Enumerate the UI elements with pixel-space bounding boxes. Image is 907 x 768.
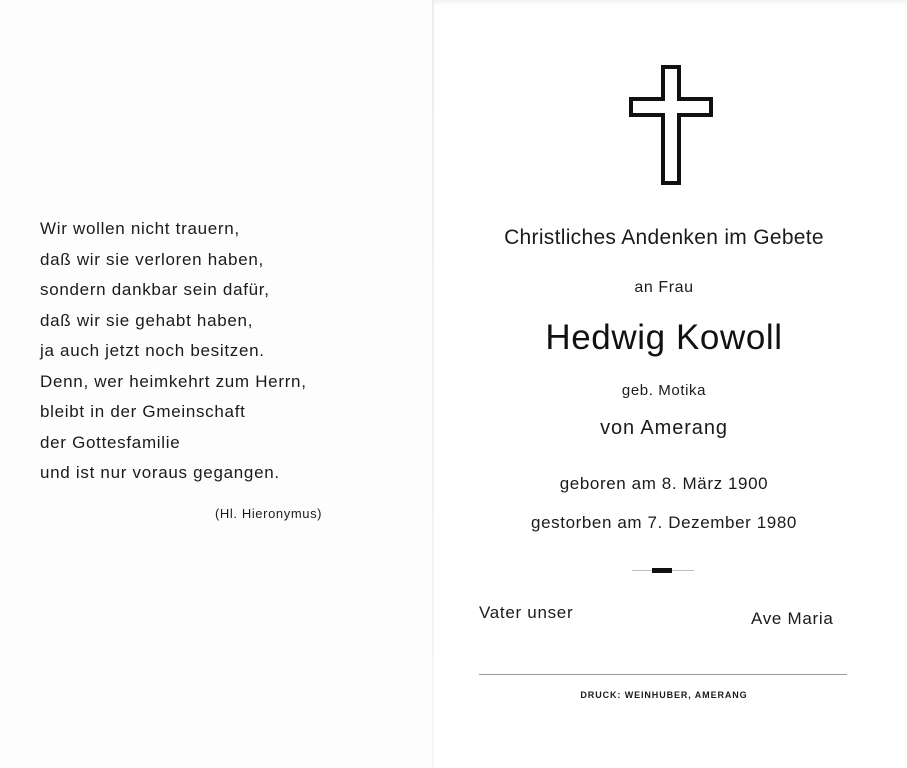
poem-line: daß wir sie verloren haben, xyxy=(40,249,264,269)
poem-line: der Gottesfamilie xyxy=(40,432,181,452)
left-panel xyxy=(0,0,432,768)
salutation: an Frau xyxy=(634,279,694,296)
poem-attribution: (Hl. Hieronymus) xyxy=(215,506,323,521)
cross-icon xyxy=(629,65,713,185)
origin: von Amerang xyxy=(600,417,728,439)
birth-date: geboren am 8. März 1900 xyxy=(559,474,769,493)
deceased-name: Hedwig Kowoll xyxy=(545,318,783,357)
poem xyxy=(40,214,400,489)
right-panel xyxy=(434,0,907,768)
memorial-heading: Christliches Andenken im Gebete xyxy=(504,226,824,249)
poem-line: sondern dankbar sein dafür, xyxy=(40,280,270,299)
poem-line: ja auch jetzt noch besitzen. xyxy=(40,341,265,360)
death-date: gestorben am 7. Dezember 1980 xyxy=(531,513,797,532)
maiden-name: geb. Motika xyxy=(621,382,707,399)
poem-line: daß wir sie gehabt haben, xyxy=(40,310,254,330)
prayer-ave-maria: Ave Maria xyxy=(751,609,834,628)
printer-credit: DRUCK: WEINHUBER, AMERANG xyxy=(580,690,748,700)
poem-line: bleibt in der Gmeinschaft xyxy=(40,402,246,421)
divider-dash xyxy=(652,568,672,573)
poem-line: Denn, wer heimkehrt zum Herrn, xyxy=(40,371,307,391)
prayer-vater-unser: Vater unser xyxy=(479,603,574,622)
footer-rule xyxy=(479,674,847,675)
poem-line: Wir wollen nicht trauern, xyxy=(40,219,240,238)
poem-line: und ist nur voraus gegangen. xyxy=(40,463,280,482)
